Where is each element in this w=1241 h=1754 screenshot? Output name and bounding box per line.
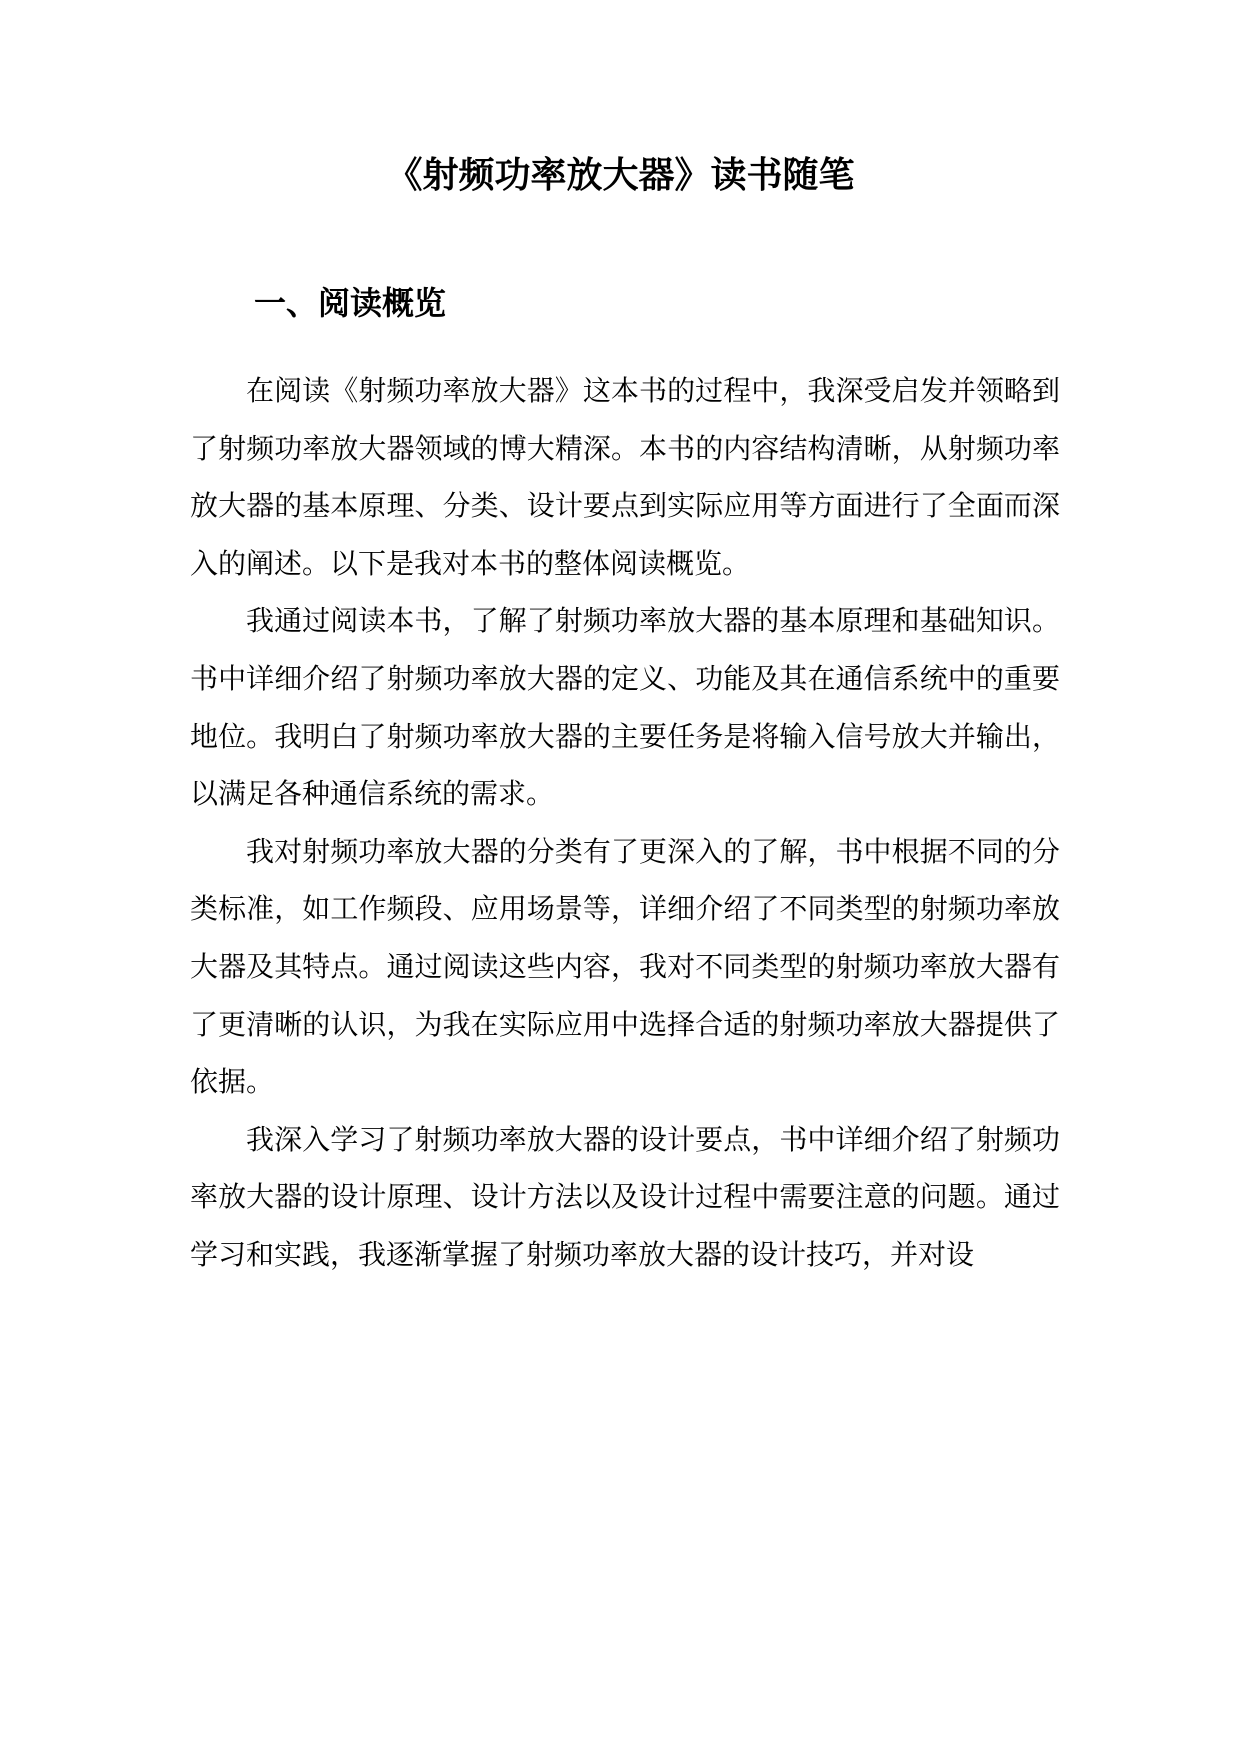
body-text bbox=[190, 362, 1060, 1284]
section-heading: 一、阅读概览 bbox=[254, 284, 447, 322]
paragraph-3: 我对射频功率放大器的分类有了更深入的了解，书中根据不同的分类标准，如工作频段、应用场景等，详细介绍了不同类型的射频功率放大器及其特点。通过阅读这些内容，我对不同类型的射频功率放大器有了更清晰的认识，为我在实际应用中选择合适的射频功率放大器提供了依据。 bbox=[190, 834, 1060, 1099]
paragraph-2: 我通过阅读本书，了解了射频功率放大器的基本原理和基础知识。书中详细介绍了射频功率放大器的定义、功能及其在通信系统中的重要地位。我明白了射频功率放大器的主要任务是将输入信号放大并输出，以满足各种通信系统的需求。 bbox=[190, 604, 1060, 811]
paragraph-1: 在阅读《射频功率放大器》这本书的过程中，我深受启发并领略到了射频功率放大器领域的博大精深。本书的内容结构清晰，从射频功率放大器的基本原理、分类、设计要点到实际应用等方面进行了全面而深入的阐述。以下是我对本书的整体阅读概览。 bbox=[190, 374, 1060, 580]
paragraph-4: 我深入学习了射频功率放大器的设计要点，书中详细介绍了射频功率放大器的设计原理、设计方法以及设计过程中需要注意的问题。通过学习和实践，我逐渐掌握了射频功率放大器的设计技巧，并对设 bbox=[190, 1122, 1060, 1271]
document-title: 《射频功率放大器》读书随笔 bbox=[386, 154, 855, 196]
